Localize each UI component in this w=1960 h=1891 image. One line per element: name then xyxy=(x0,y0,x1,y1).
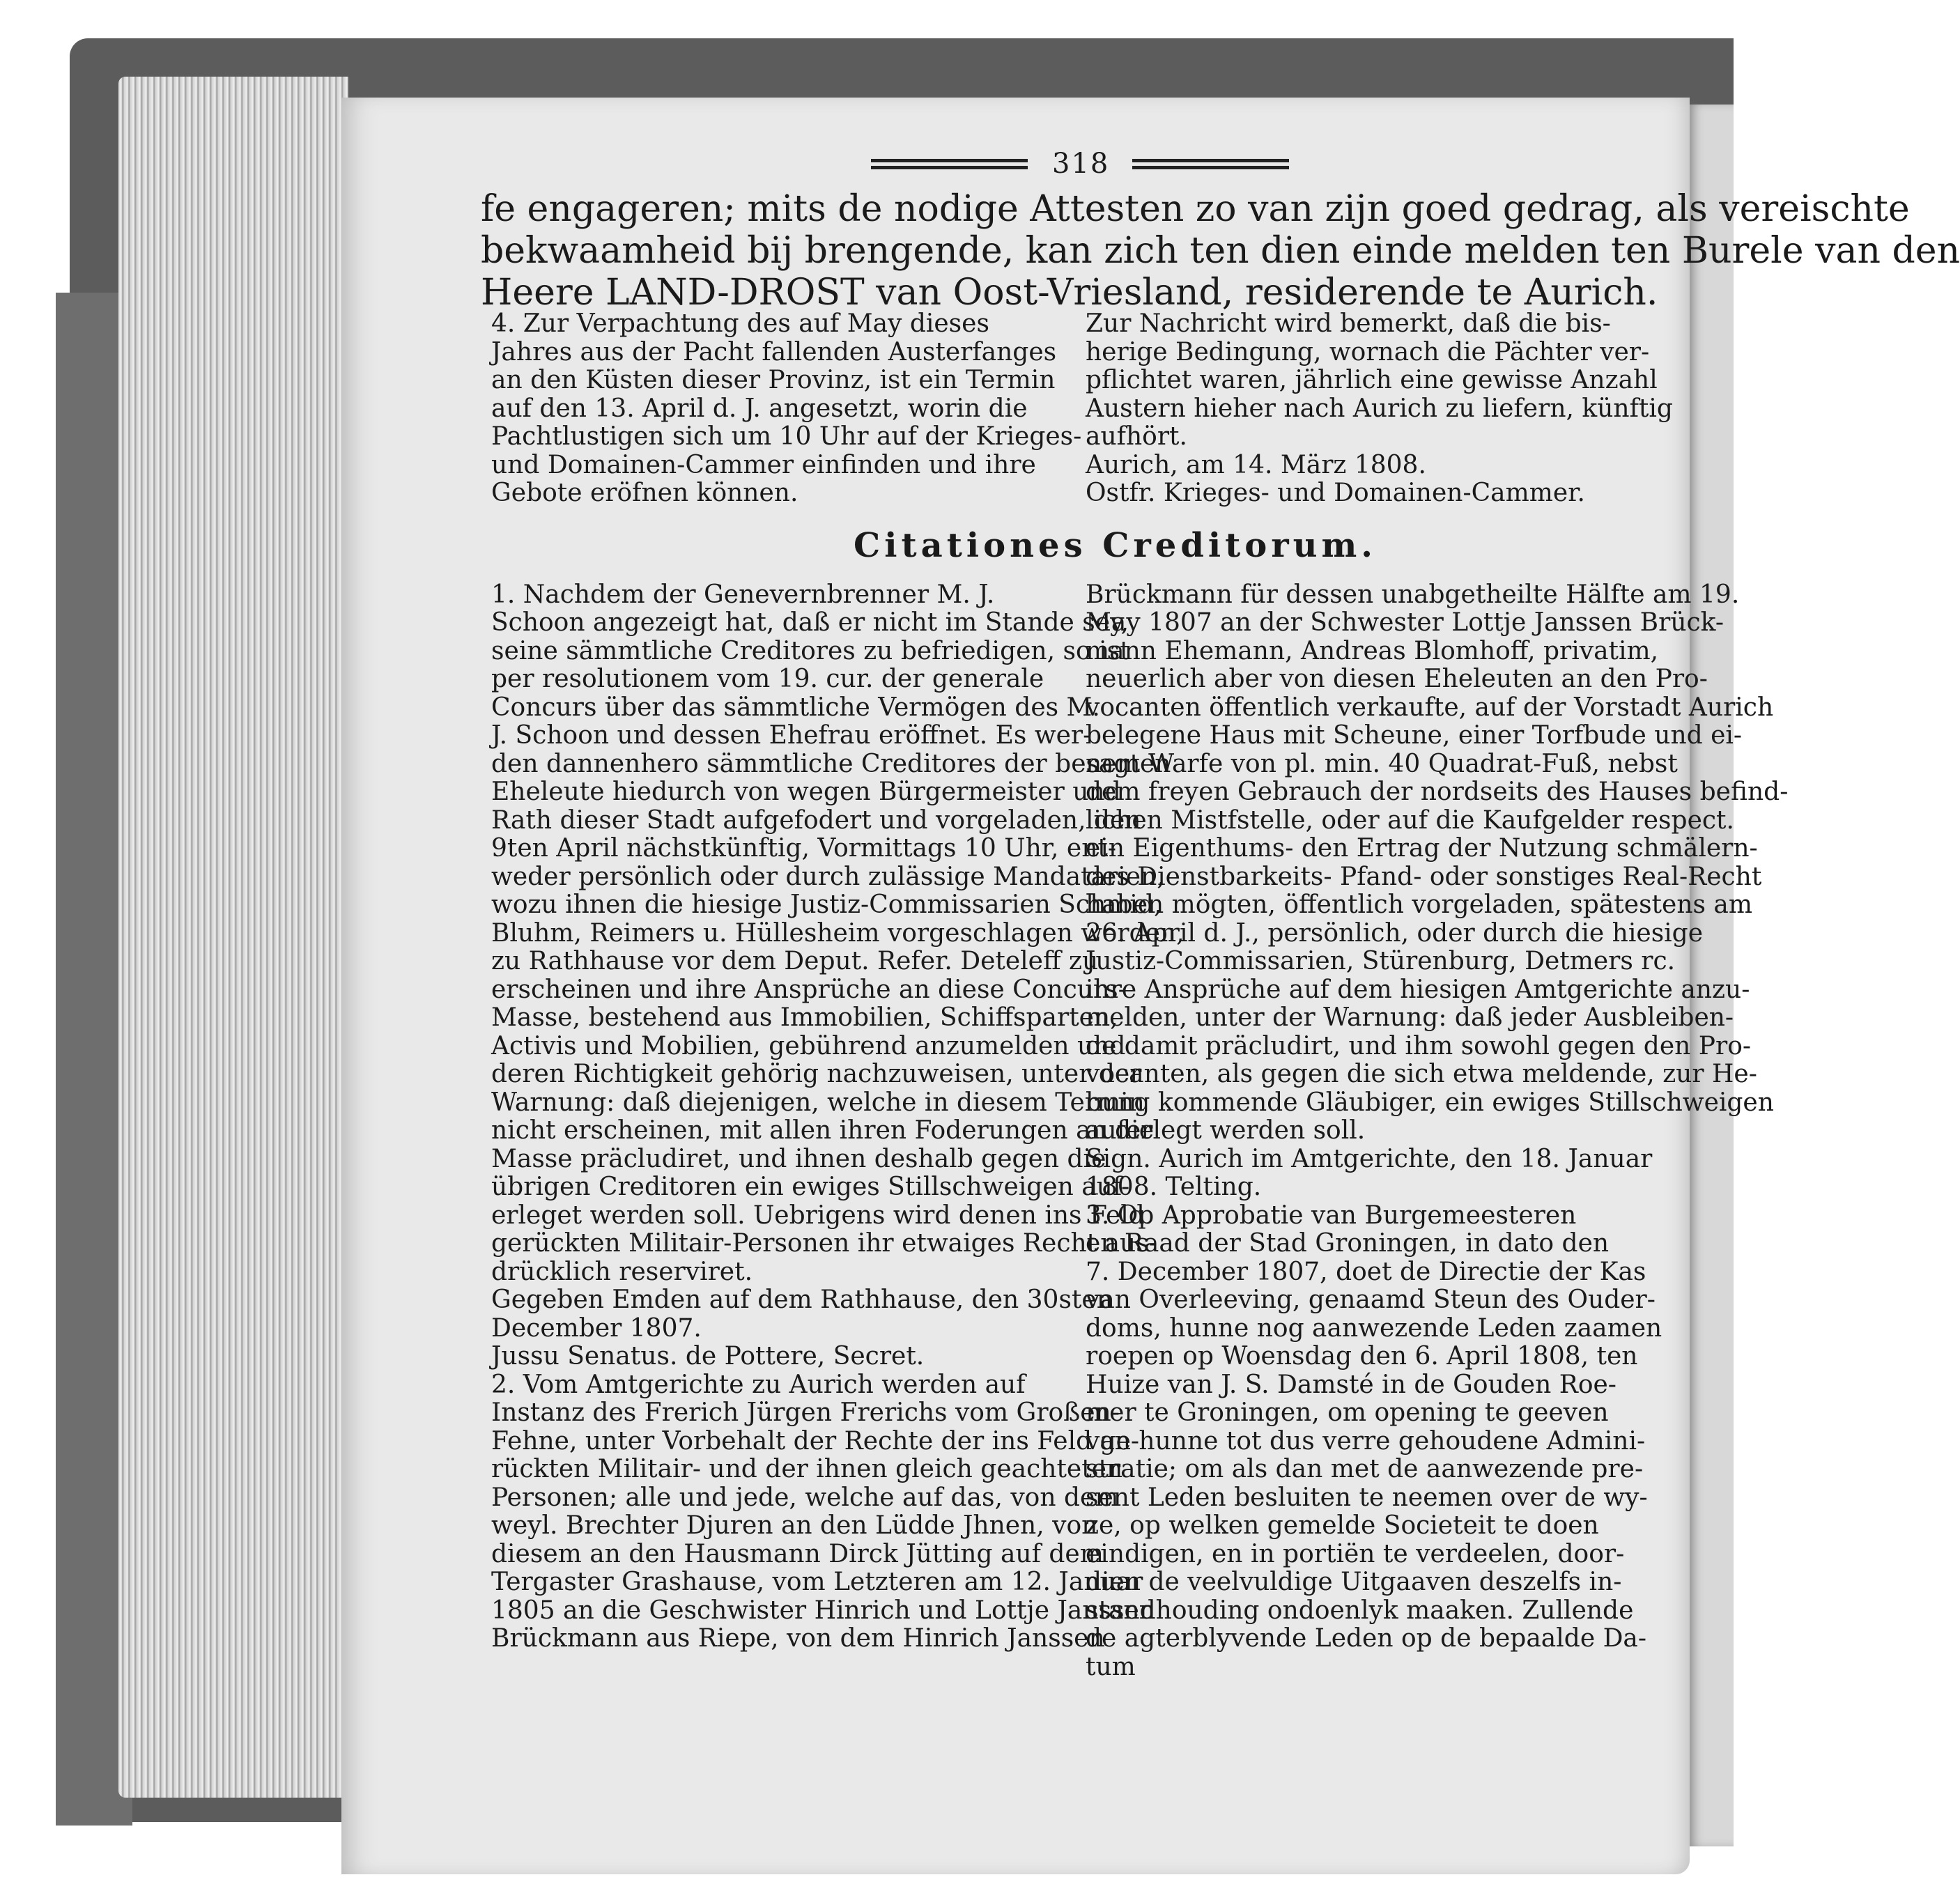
left-column-line: 2. Vom Amtgerichte zu Aurich werden auf xyxy=(491,1370,1026,1399)
left-column-line: 4. Zur Verpachtung des auf May dieses xyxy=(491,309,989,338)
right-column-line: 3. Op Approbatie van Burgemeesteren xyxy=(1086,1201,1577,1230)
right-column-line: Ostfr. Krieges- und Domainen-Cammer. xyxy=(1086,479,1585,507)
left-column-line: Gebote eröfnen können. xyxy=(491,479,798,507)
right-column-line: en Raad der Stad Groningen, in dato den xyxy=(1086,1229,1610,1258)
right-column-line: haben mögten, öffentlich vorgeladen, spätestens am xyxy=(1086,890,1753,919)
right-column-line: des Dienstbarkeits- Pfand- oder sonstiges Real-Recht xyxy=(1086,862,1762,891)
left-column-line: auf den 13. April d. J. angesetzt, worin die xyxy=(491,394,1028,423)
left-column-line: weyl. Brechter Djuren an den Lüdde Jhnen, von xyxy=(491,1511,1098,1540)
left-column-line: und Domainen-Cammer einfinden und ihre xyxy=(491,450,1036,479)
left-column-line: Concurs über das sämmtliche Vermögen des M. xyxy=(491,693,1100,722)
left-column-line: 1805 an die Geschwister Hinrich und Lottje Janssen xyxy=(491,1596,1155,1625)
right-column-line: auferlegt werden soll. xyxy=(1086,1116,1366,1145)
right-column-line: melden, unter der Warnung: daß jeder Ausbleiben- xyxy=(1086,1003,1734,1032)
right-column-line: Sign. Aurich im Amtgerichte, den 18. Januar xyxy=(1086,1144,1653,1173)
right-column-line: dem freyen Gebrauch der nordseits des Hauses befind- xyxy=(1086,778,1789,806)
left-column-line: an den Küsten dieser Provinz, ist ein Termin xyxy=(491,366,1056,394)
left-column-line: wozu ihnen die hiesige Justiz-Commissarien Schmid, xyxy=(491,890,1162,919)
left-column-line: Jahres aus der Pacht fallenden Austerfanges xyxy=(491,337,1057,366)
right-column-line: Austern hieher nach Aurich zu liefern, künftig xyxy=(1086,394,1673,423)
left-column-line: erscheinen und ihre Ansprüche an diese Concurs- xyxy=(491,975,1127,1004)
right-column-line: tum xyxy=(1086,1652,1136,1681)
right-column-line: de agterblyvende Leden op de bepaalde Da- xyxy=(1086,1624,1647,1653)
left-column-line: Bluhm, Reimers u. Hüllesheim vorgeschlagen werden, xyxy=(491,918,1185,948)
right-column-line: doms, hunne nog aanwezende Leden zaamen xyxy=(1086,1313,1662,1343)
left-column-line: rückten Militair- und der ihnen gleich geachteten xyxy=(491,1455,1123,1483)
banner-line-3: Heere LAND-DROST van Oost-Vriesland, residerende te Aurich. xyxy=(481,272,1658,314)
left-column-line: Eheleute hiedurch von wegen Bürgermeister und xyxy=(491,778,1121,806)
right-column-line: ihre Ansprüche auf dem hiesigen Amtgerichte anzu- xyxy=(1086,975,1750,1004)
left-column-line: gerückten Militair-Personen ihr etwaiges Recht aus- xyxy=(491,1229,1157,1258)
left-column-line: J. Schoon und dessen Ehefrau eröffnet. Es wer- xyxy=(491,721,1092,750)
right-column-line: Justiz-Commissarien, Stürenburg, Detmers rc. xyxy=(1086,947,1676,975)
left-column-line: Rath dieser Stadt aufgefodert und vorgeladen, den xyxy=(491,805,1141,835)
left-column-line: Activis und Mobilien, gebührend anzumelden und xyxy=(491,1031,1126,1060)
left-column-line: drücklich reserviret. xyxy=(491,1257,753,1286)
left-column-line: seine sämmtliche Creditores zu befriedigen, so ist xyxy=(491,636,1130,665)
right-column-line: belegene Haus mit Scheune, einer Torfbude und ei- xyxy=(1086,721,1743,750)
right-column-line: neuerlich aber von diesen Eheleuten an den Pro- xyxy=(1086,665,1708,693)
banner-line-2: bekwaamheid bij brengende, kan zich ten dien einde melden ten Burele van den xyxy=(481,230,1960,272)
right-column-line: pflichtet waren, jährlich eine gewisse Anzahl xyxy=(1086,366,1658,394)
left-column-line: weder persönlich oder durch zulässige Mandatarien, xyxy=(491,862,1165,891)
left-column-line: diesem an den Hausmann Dirck Jütting auf dem xyxy=(491,1539,1104,1568)
right-column-line: 1808. Telting. xyxy=(1086,1173,1262,1201)
left-column-line: Gegeben Emden auf dem Rathhause, den 30sten xyxy=(491,1286,1113,1314)
section-heading: Citationes Creditorum. xyxy=(854,526,1378,565)
left-column-line: Masse präcludiret, und ihnen deshalb gegen die xyxy=(491,1144,1106,1173)
left-column-line: 1. Nachdem der Genevernbrenner M. J. xyxy=(491,580,995,609)
left-column-line: Brückmann aus Riepe, von dem Hinrich Janssen xyxy=(491,1624,1105,1653)
left-column-line: erleget werden soll. Uebrigens wird denen ins Feld xyxy=(491,1201,1145,1230)
left-column-line: Schoon angezeigt hat, daß er nicht im Stande sey, xyxy=(491,608,1129,637)
page-rule-left xyxy=(871,159,1028,162)
right-column-line: roepen op Woensdag den 6. April 1808, ten xyxy=(1086,1342,1638,1371)
right-column-line: ze, op welken gemelde Societeit te doen xyxy=(1086,1511,1599,1540)
page-number: 318 xyxy=(1052,148,1110,180)
banner-line-1: fe engageren; mits de nodige Attesten zo van zijn goed gedrag, als vereischte xyxy=(481,188,1910,230)
right-column-line: vocanten öffentlich verkaufte, auf der Vorstadt Aurich xyxy=(1086,693,1774,722)
left-column-line: December 1807. xyxy=(491,1313,702,1343)
left-column-line: per resolutionem vom 19. cur. der generale xyxy=(491,665,1044,693)
left-column-line: Masse, bestehend aus Immobilien, Schiffsparten, xyxy=(491,1003,1118,1032)
right-column-line: Aurich, am 14. März 1808. xyxy=(1086,450,1426,479)
left-column-line: den dannenhero sämmtliche Creditores der besagten xyxy=(491,749,1171,778)
right-column-line: ein Eigenthums- den Ertrag der Nutzung schmälern- xyxy=(1086,834,1758,863)
right-column-line: van Overleeving, genaamd Steun des Ouder- xyxy=(1086,1286,1656,1314)
left-column-line: nicht erscheinen, mit allen ihren Foderungen an die xyxy=(491,1116,1155,1145)
left-column-line: übrigen Creditoren ein ewiges Stillschweigen auf- xyxy=(491,1173,1130,1201)
left-column-line: Jussu Senatus. de Pottere, Secret. xyxy=(491,1342,925,1371)
left-column-line: Pachtlustigen sich um 10 Uhr auf der Krieges- xyxy=(491,422,1082,451)
right-column-line: bung kommende Gläubiger, ein ewiges Stillschweigen xyxy=(1086,1088,1774,1117)
right-column-line: mer te Groningen, om opening te geeven xyxy=(1086,1398,1609,1427)
right-column-line: eindigen, en in portiën te verdeelen, door- xyxy=(1086,1539,1625,1568)
right-column-line: standhouding ondoenlyk maaken. Zullende xyxy=(1086,1596,1634,1625)
page-rule-right-2 xyxy=(1132,166,1289,169)
right-column-line: Zur Nachricht wird bemerkt, daß die bis- xyxy=(1086,309,1611,338)
right-column-line: May 1807 an der Schwester Lottje Janssen Brück- xyxy=(1086,608,1724,637)
right-column-line: lichen Mistfstelle, oder auf die Kaufgelder respect. xyxy=(1086,805,1734,835)
right-column-line: Huize van J. S. Damsté in de Gouden Roe- xyxy=(1086,1370,1616,1399)
right-column-line: mann Ehemann, Andreas Blomhoff, privatim, xyxy=(1086,636,1659,665)
right-column-line: nem Warfe von pl. min. 40 Quadrat-Fuß, nebst xyxy=(1086,749,1678,778)
right-column-line: dien de veelvuldige Uitgaaven deszelfs in- xyxy=(1086,1568,1622,1596)
left-column-line: Tergaster Grashause, vom Letzteren am 12. Januar xyxy=(491,1568,1143,1596)
left-column-line: zu Rathhause vor dem Deput. Refer. Deteleff zu xyxy=(491,947,1099,975)
left-column-line: Personen; alle und jede, welche auf das, von dem xyxy=(491,1483,1119,1512)
left-column-line: 9ten April nächstkünftig, Vormittags 10 Uhr, ent- xyxy=(491,834,1117,863)
page-rule-right xyxy=(1132,159,1289,162)
right-column-line: stratie; om als dan met de aanwezende pre- xyxy=(1086,1455,1644,1483)
right-column-line: 26. April d. J., persönlich, oder durch die hiesige xyxy=(1086,918,1704,948)
left-column-line: deren Richtigkeit gehörig nachzuweisen, unter der xyxy=(491,1060,1142,1088)
right-column-line: aufhört. xyxy=(1086,422,1187,451)
right-column-line: de damit präcludirt, und ihm sowohl gegen den Pro- xyxy=(1086,1031,1752,1060)
page-edges xyxy=(118,77,348,1798)
right-column-line: herige Bedingung, wornach die Pächter ver- xyxy=(1086,337,1650,366)
right-column-line: Brückmann für dessen unabgetheilte Hälfte am 19. xyxy=(1086,580,1740,609)
left-column-line: Fehne, unter Vorbehalt der Rechte der ins Feld ge- xyxy=(491,1426,1140,1456)
left-column-line: Instanz des Frerich Jürgen Frerichs vom Großen- xyxy=(491,1398,1120,1427)
page-rule-left-2 xyxy=(871,166,1028,169)
right-column-line: vocanten, als gegen die sich etwa meldende, zur He- xyxy=(1086,1060,1757,1088)
left-column-line: Warnung: daß diejenigen, welche in diesem Termin xyxy=(491,1088,1145,1117)
right-column-line: van hunne tot dus verre gehoudene Admini- xyxy=(1086,1426,1646,1456)
right-column-line: 7. December 1807, doet de Directie der Kas xyxy=(1086,1257,1646,1286)
right-column-line: sent Leden besluiten te neemen over de wy- xyxy=(1086,1483,1648,1512)
